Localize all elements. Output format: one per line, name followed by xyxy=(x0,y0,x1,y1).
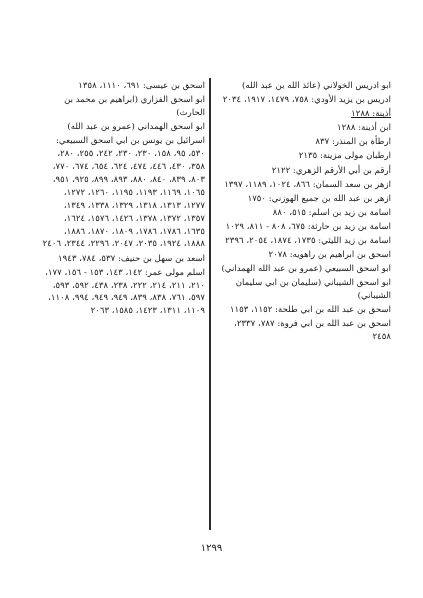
index-entry: اسامة بن زيد الليثي: ١٧٣٥، ١٨٧٤، ٢٠٥٤، ٢٣٩٦ xyxy=(225,236,391,247)
index-entry: اسحق بن عبد الله بن ابي فروة: ٧٨٧، ٢٣٣٧، ٢٤٥٨ xyxy=(234,319,391,343)
index-entry: ازهر بن عبد الله بن جميع الهوزني: ١٧٥٠ xyxy=(247,193,391,204)
page-number: ١٢٩٩ xyxy=(200,543,223,554)
index-entry: ابو اسحق السبيعي (عمرو بن عبد الله الهمداني) xyxy=(221,264,391,275)
index-entry: ارطبان مولى مزينة: ٢١٣٥ xyxy=(298,151,391,162)
index-entry: أرقم بن أبي الأرقم الزهري: ٢١٢٢ xyxy=(271,165,391,176)
index-entry: أذينة: ١٢٨٨ xyxy=(351,109,391,120)
index-entry: ابو ادريس الخولاني (عائذ الله بن عبد الله) xyxy=(242,81,391,91)
index-entry: ابو اسحق الفزاري (ابراهيم بن محمد بن الحارث) xyxy=(64,95,205,118)
index-column-left xyxy=(42,80,205,319)
index-entry: ابن أذينة: ١٢٨٨ xyxy=(337,123,391,134)
column-divider xyxy=(209,78,211,530)
index-entry: اسحق بن ابراهيم بن راهويه: ٢٠٧٨ xyxy=(268,250,391,261)
index-entry: ابو اسحق الشيباني (سليمان بن ابي سليمان الشيباني) xyxy=(235,278,391,302)
index-entry: ارطأة بن المنذر: ٨٣٧ xyxy=(315,137,391,148)
index-entry: ابو اسحق الهمداني (عمرو بن عبد الله) xyxy=(67,122,205,133)
index-entry: اسرائيل بن يونس بن ابي اسحق السبيعي: ٥٣٠، ٩٥، ١٥٨، ٢٣٠، ٢٣٠، ٢٤٢، ٢٥٥، ٢٨٠، ٣٥٨، ٤٣٠، ٤٤٦، ٤٧٤، ٦٢٤، ٦٥٤، ٦٧٤، ٧٧٠، ٨٠٣، ٨٣٩، ٨٤٠، ٨٨٠، ٨٩٣، ٨٩٩، ٩٢٥، ٩٥١، ١٠٦٥، ١١٦٩، ١١٩٣، ١١٩٥، ١٢٦٠، ١٢٧٢، ١٢٧٧، ١٣١٣، ١٣١٨، ١٣٢٩، ١٣٣٨، ١٣٤٩، ١٣٥٧، ١٣٧٢، ١٣٧٨، ١٤٢٦، ١٥٧٦، ١٦٢٤، ١٦٣٥، ١٧٨٦، ١٧٨٦، ١٨٠٩، ١٨٧٠، ١٨٨٦، ١٨٨٨، ١٩٢٤، ٢٠٣٥، ٢٠٤٧، ٢٢٩٦، ٢٣٤٤، ٢٤٠٦ xyxy=(42,136,205,250)
index-entry: اسحق بن عيسى: ٦٩١، ١١١٠، ١٣٥٨ xyxy=(78,81,205,91)
index-entry: ادريس بن يزيد الأودي: ٧٥٨، ١٤٧٩، ١٩١٧، ٢٠٣٤ xyxy=(222,95,391,106)
index-entry: اسامة بن زيد بن اسلم: ٥١٥، ٨٨٠ xyxy=(272,207,391,218)
index-entry: اسعد بن سهل بن حنيف: ٥٣٧، ٧٨٤، ١٩٤٣ xyxy=(58,253,205,264)
index-column-right xyxy=(218,80,391,345)
index-entry: اسامة بن زيد بن حارثة: ٦٧٥، ٨٠٨ - ٨١١، ١٠٢٩ xyxy=(225,221,391,232)
index-entry: ازهر بن سعد السمان: ٨٦٦، ١٠٢٤، ١١٨٩، ١٣٩٧ xyxy=(224,179,391,190)
index-entry: اسحق بن عبد الله بن ابي طلحة: ١١٥٢، ١١٥٣ xyxy=(229,305,391,316)
index-entry: اسلم مولى عمر: ١٤٢، ١٤٣، ١٥٣ - ١٥٦، ١٧٧، ٢١٠، ٢١١، ٢١٤، ٢٢٢، ٢٣٨، ٤٣٨، ٥٩٢، ٥٩٣، ٥٩٧، ٧٦١، ٨٣٨، ٨٣٩، ٩٤٩، ٩٤٩، ٩٩٤، ١١٠٨، ١١٠٩، ١٣١١، ١٤٢٣، ١٥٨٥، ٢٠٦٣ xyxy=(45,267,205,317)
